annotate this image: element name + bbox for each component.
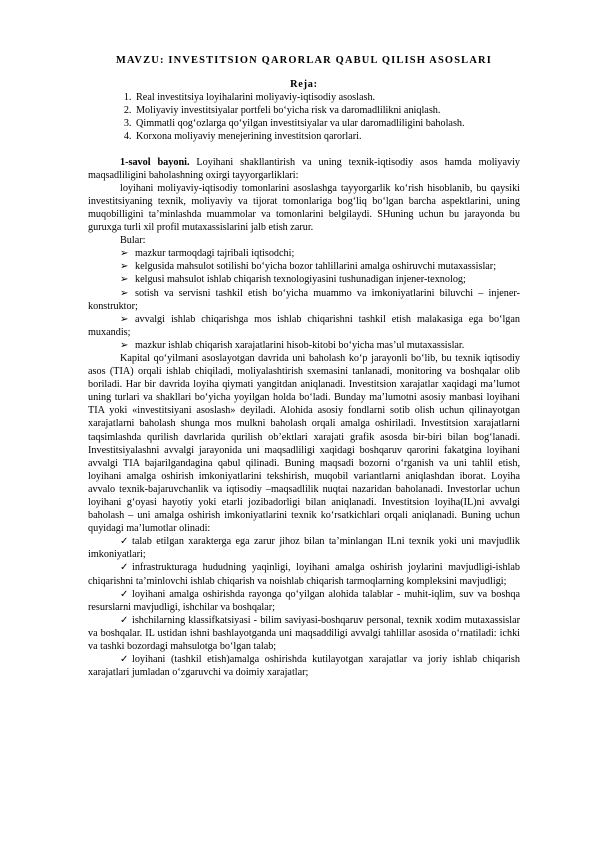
checkmark-icon: ✓ [120,562,129,574]
document-page [88,54,520,679]
specialist-list [88,247,520,352]
list-item: ✓ infrastrukturaga hududning yaqinligi, loyihani amalga oshirish joylarini mavjudligi-ishlab chiqarishni ta’minlovchi ishlab chiqarish va noishlab chiqarish tarmoqlarning kompleksini mavjudligi; [88,562,520,587]
list-item: ➢ avvalgi ishlab chiqarishga mos ishlab chiqarishni tashkil etish malakasiga ega bo‘lgan muxandis; [88,313,520,338]
list-item: ✓ loyihani (tashkil etish)amalga oshirishda kutilayotgan xarajatlar va joriy ishlab chiqarish xarajatlari jumladan o‘zgaruvchi va doimiy xarajatlar; [88,654,520,679]
plan-item: 4. Korxona moliyaviy menejerining investitsion qarorlari. [134,130,520,143]
paragraph-2: loyihani moliyaviy-iqtisodiy tomonlarini asoslashga tayyorgarlik ko‘rish hisoblanib, bu qaysiki investitsiyaning texnik, moliyaviy va tijorat tomonlariga bog‘liq bo‘lgan barcha aspektlarini, uning muqobilligini ta’minlashda muammolar va tomonlarini belgilaydi. SHuning uchun bu jarayonda bu guruxga turli xil profil mutaxassislarini jalb etish zarur. [88,182,520,234]
section1-heading: 1-savol bayoni. [120,156,190,168]
list-item: ✓ loyihani amalga oshirishda rayonga qo‘yilgan alohida talablar - muhit-iqlim, suv va boshqa resurslarni mavjudligi, ishchilar va boshqalar; [88,588,520,613]
arrow-bullet-icon: ➢ [120,287,129,299]
list-item: ➢ mazkur tarmoqdagi tajribali iqtisodchi; [120,248,295,260]
checkmark-icon: ✓ [120,536,129,548]
checkmark-icon: ✓ [120,588,129,600]
arrow-bullet-icon: ➢ [120,248,129,260]
plan-item: 2. Moliyaviy investitsiyalar portfeli bo‘yicha risk va daromadlilikni aniqlash. [134,104,520,117]
list-item: ➢ kelgusida mahsulot sotilishi bo‘yicha bozor tahlillarini amalga oshiruvchi mutaxassislar; [120,261,497,273]
list-item: ➢ mazkur ishlab chiqarish xarajatlarini hisob-kitobi bo‘yicha mas’ul mutaxassislar. [120,339,465,351]
section1-paragraph [88,156,520,182]
list-item: ➢ sotish va servisni tashkil etish bo‘yicha muammo va imkoniyatlarini biluvchi – injener-konstruktor; [88,287,520,312]
plan-item: 3. Qimmatli qog‘ozlarga qo‘yilgan investitsiyalar va ular daromadliligini baholash. [134,117,520,130]
section1-intro: Loyihani shakllantirish va uning texnik-iqtisodiy asos hamda moliyaviy maqsadliligini baholashning oxirgi tayyorgarliklari: [88,156,520,181]
list-item: ➢ kelgusi mahsulot ishlab chiqarish texnologiyasini tushunadigan injener-texnolog; [120,274,466,286]
arrow-bullet-icon: ➢ [120,313,129,325]
document-title: MAVZU: INVESTITSION QARORLAR QABUL QILISH ASOSLARI [116,55,492,66]
list-item: ✓ ishchilarning klassifkatsiyasi - bilim saviyasi-boshqaruv personal, texnik xodim mutaxassislar va boshqalar. IL ustidan ishni bashlayotganda uni maqsaddiligi avvalgi tahlillar asosida o‘rnatiladi: ichki va tashki bozordagi mahsulotga bo‘lgan talab; [88,614,520,653]
paragraph-3: Kapital qo‘yilmani asoslayotgan davrida uni baholash ko‘p jarayonli bo‘lib, bu texnik iqtisodiy asos (TIA) orqali ishlab chiqiladi, moliyalashtirish sxemasini tanlanadi, monitoring va boshqalar olib boriladi. Har bir davrida loyiha qiymati yangitdan aniqlanadi. Investitsion xarajatlar xaqidagi ma’lumot uning turlari va shakllari bo‘yicha yoyilgan holda bo‘ladi. Bunday ma’lumotni asosiy manbasi loyihani TIA yoki «investitsiyani asoslash» deyiladi. Alohida asosiy fondlarni sotib olish uchun qilinayotgan xarajatlarni baholash shunga mos mulkni baholash orqali amalga oshiriladi. Investitsion xarajatlarni taqsimlashda qurilish davrlarida qurilish ob’ektlari xarajati grafik asosda bir-biri bilan bog‘lanadi. Investitsiyalashni avvalgi jarayonida uni maqsadliligi xaqidagi boshqaruv qarorini fakatgina loyihani avvalgi TIA bajarilgandagina qabul qilinadi. Buning maqsadi bozorni o‘rganish va uni tahlil etish, loyihani amalga oshirish imkoniyatlarini tekshirish, muqobil variantlarni aniqlashdan iborat. Loyiha avvalo texnik-bajaruvchanlik va iqtisodiy –maqsadlilik nuqtai nazaridan baholanadi. Investorlar uchun loyihani g‘oyasi hayotiy yoki etarli jozibadorligi bilan aniqlanadi. Investitsion loyiha(IL)ni avvalgi baholash – uni amalga oshirish imkoniyatlarini texnik ko‘rsatkichlari orqali aniqlanadi. Buning uchun quyidagi ma’lumotlar olinadi: [88,352,520,535]
bular-label: Bular: [120,235,146,247]
plan-heading: Reja: [290,79,318,91]
arrow-bullet-icon: ➢ [120,274,129,286]
checkmark-icon: ✓ [120,614,129,626]
arrow-bullet-icon: ➢ [120,261,129,273]
plan-list [88,91,520,143]
checkmark-icon: ✓ [120,654,129,666]
arrow-bullet-icon: ➢ [120,339,129,351]
list-item: ✓ talab etilgan xarakterga ega zarur jihoz bilan ta’minlangan ILni texnik yoki uni mavjudlik imkoniyatlari; [88,536,520,561]
plan-item: 1. Real investitsiya loyihalarini moliyaviy-iqtisodiy asoslash. [134,91,520,104]
requirements-list [88,535,520,679]
